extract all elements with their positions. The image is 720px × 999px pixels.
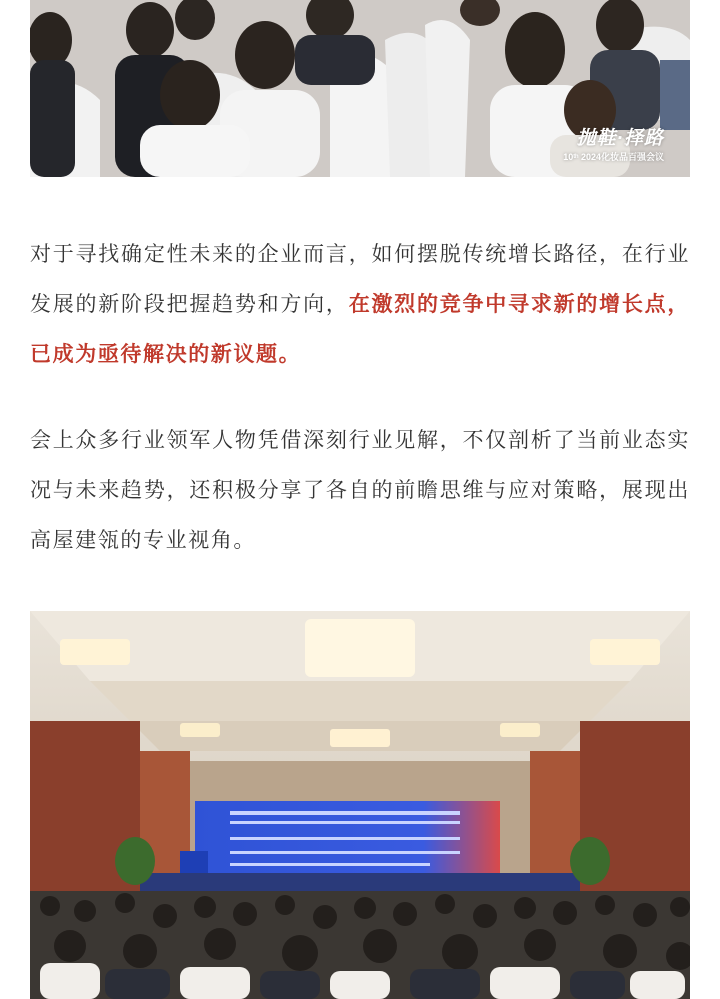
article-paragraph-1 [30, 229, 690, 379]
event-watermark [563, 123, 664, 163]
conference-hall-art [30, 611, 690, 999]
article-paragraph-2 [30, 415, 690, 565]
paragraph-1-emphasis: 在激烈的竞争中寻求新的增长点，已成为亟待解决的新议题。 [30, 292, 690, 366]
audience-photo [30, 0, 690, 177]
conference-hall-photo [30, 611, 690, 999]
paragraph-2-text: 会上众多行业领军人物凭借深刻行业见解，不仅剖析了当前业态实况与未来趋势，还积极分享了各自的前瞻思维与应对策略，展现出高屋建瓴的专业视角。 [30, 428, 690, 552]
watermark-subtitle: 10ᵗʰ 2024化妆品百强会议 [563, 152, 664, 162]
watermark-title: 抛鞋·择路 [576, 128, 664, 149]
paragraph-1-text: 对于寻找确定性未来的企业而言，如何摆脱传统增长路径，在行业发展的新阶段把握趋势和方向， [30, 242, 690, 316]
